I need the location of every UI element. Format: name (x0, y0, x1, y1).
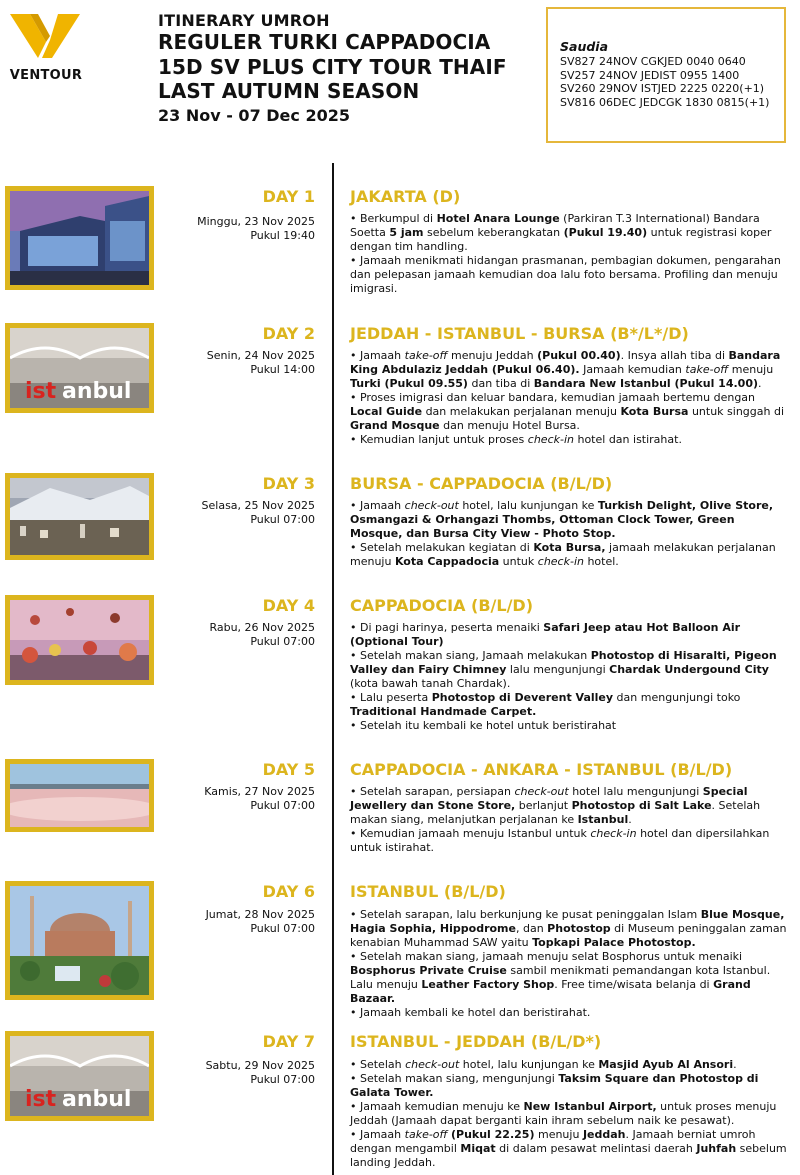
svg-text:anbul: anbul (62, 379, 132, 404)
day-time: Pukul 07:00 (250, 799, 315, 812)
day-time: Pukul 07:00 (250, 1073, 315, 1086)
day-label: DAY 2 (262, 324, 315, 343)
hot-air-balloon-photo (5, 595, 154, 685)
flight-schedule-box (546, 7, 786, 143)
day-time: Pukul 07:00 (250, 513, 315, 526)
day-label: DAY 7 (262, 1032, 315, 1051)
day-time: Pukul 07:00 (250, 635, 315, 648)
day-date: Kamis, 27 Nov 2025 (204, 785, 315, 798)
day-body (350, 212, 790, 296)
itinerary-bullet: • Jamaah take-off (Pukul 22.25) menuju Jeddah. Jamaah berniat umroh dengan mengambil Miqat di dalam pesawat melintasi daerah Juhfah sebelum landing Jeddah. (350, 1128, 787, 1169)
itinerary-bullet: • Berkumpul di Hotel Anara Lounge (Parkiran T.3 International) Bandara Soetta 5 jam sebelum keberangkatan (Pukul 19.40) untuk registrasi koper dengan tim handling. (350, 212, 772, 253)
day-body (350, 785, 790, 855)
day-body (350, 908, 790, 1020)
svg-text:ist: ist (25, 1087, 57, 1112)
day-title: CAPPADOCIA - ANKARA - ISTANBUL (B/L/D) (350, 760, 733, 779)
itinerary-bullet: • Lalu peserta Photostop di Deverent Valley dan mengunjungi toko Traditional Handmade Carpet. (350, 691, 741, 718)
itinerary-title-block (158, 12, 538, 127)
itinerary-bullet: • Kemudian jamaah menuju Istanbul untuk check-in hotel dan dipersilahkan untuk istirahat. (350, 827, 770, 854)
day-time: Pukul 14:00 (250, 363, 315, 376)
day-body (350, 1058, 790, 1170)
itinerary-bullet: • Jamaah take-off menuju Jeddah (Pukul 00.40). Insya allah tiba di Bandara King Abdulaziz Jeddah (Pukul 06.40). Jamaah kemudian take-off menuju Turki (Pukul 09.55) dan tiba di Bandara New Istanbul (Pukul 14.00). (350, 349, 781, 390)
day-date: Jumat, 28 Nov 2025 (205, 908, 315, 921)
brand-name: VENTOUR (9, 68, 83, 83)
day-label: DAY 4 (262, 596, 315, 615)
svg-text:ist: ist (25, 379, 57, 404)
day-date: Rabu, 26 Nov 2025 (209, 621, 315, 634)
itinerary-bullet: • Setelah sarapan, lalu berkunjung ke pusat peninggalan Islam Blue Mosque, Hagia Sophia, Hippodrome, dan Photostop di Museum peninggalan zaman kenabian Muhammad SAW yaitu Topkapi Palace Photostop. (350, 908, 787, 949)
day-date: Sabtu, 29 Nov 2025 (205, 1059, 315, 1072)
itinerary-bullet: • Setelah sarapan, persiapan check-out hotel lalu mengunjungi Special Jewellery dan Stone Store, berlanjut Photostop di Salt Lake. Setelah makan siang, melanjutkan perjalanan ke Istanbul. (350, 785, 761, 826)
day-date: Senin, 24 Nov 2025 (206, 349, 315, 362)
hotel-building-photo (5, 186, 154, 290)
day-title: JEDDAH - ISTANBUL - BURSA (B*/L*/D) (350, 324, 689, 343)
itinerary-bullet: • Jamaah check-out hotel, lalu kunjungan ke Turkish Delight, Olive Store, Osmangazi & Orhangazi Thombs, Ottoman Clock Tower, Green Mosque, dan Bursa City View - Photo Stop. (350, 499, 774, 540)
timeline-divider (332, 163, 334, 1175)
itinerary-bullet: • Setelah makan siang, Jamaah melakukan Photostop di Hisaralti, Pigeon Valley dan Fairy Chimney lalu mengunjungi Chardak Undergound City (kota bawah tanah Chardak). (350, 649, 777, 690)
package-title-line1: REGULER TURKI CAPPADOCIA (158, 30, 491, 54)
svg-text:anbul: anbul (62, 1087, 132, 1112)
istanbul-airport-photo (5, 1031, 154, 1121)
day-date: Minggu, 23 Nov 2025 (197, 215, 315, 228)
day-time: Pukul 07:00 (250, 922, 315, 935)
istanbul-airport-photo (5, 323, 154, 413)
itinerary-bullet: • Jamaah menikmati hidangan prasmanan, pembagian dokumen, pengarahan dan pelepasan jamaah kemudian doa lalu foto bersama. Profiling dan menuju imigrasi. (350, 254, 781, 295)
day-label: DAY 5 (262, 760, 315, 779)
day-time: Pukul 19:40 (250, 229, 315, 242)
itinerary-bullet: • Proses imigrasi dan keluar bandara, kemudian jamaah bertemu dengan Local Guide dan melakukan perjalanan menuju Kota Bursa untuk singgah di Grand Mosque dan menuju Hotel Bursa. (350, 391, 785, 432)
airline-name: Saudia (560, 39, 609, 54)
package-title-line3: LAST AUTUMN SEASON (158, 79, 420, 103)
itinerary-bullet: • Di pagi harinya, peserta menaiki Safari Jeep atau Hot Balloon Air (Optional Tour) (350, 621, 741, 648)
itinerary-bullet: • Setelah check-out hotel, lalu kunjungan ke Masjid Ayub Al Ansori. (350, 1058, 737, 1071)
day-title: ISTANBUL - JEDDAH (B/L/D*) (350, 1032, 602, 1051)
day-label: DAY 6 (262, 882, 315, 901)
itinerary-bullet: • Setelah makan siang, mengunjungi Taksim Square dan Photostop di Galata Tower. (350, 1072, 759, 1099)
itinerary-bullet: • Setelah makan siang, jamaah menuju selat Bosphorus untuk menaiki Bosphorus Private Cruise sambil menikmati pemandangan kota Istanbul. Lalu menuju Leather Factory Shop. Free time/wisata belanja di Grand Bazaar. (350, 950, 771, 1005)
day-label: DAY 1 (262, 187, 315, 206)
flight-line: SV827 24NOV CGKJED 0040 0640 (560, 55, 746, 68)
bursa-city-photo (5, 473, 154, 560)
day-body (350, 621, 790, 733)
day-title: JAKARTA (D) (350, 187, 461, 206)
day-title: ISTANBUL (B/L/D) (350, 882, 506, 901)
day-body (350, 499, 790, 569)
hagia-sophia-photo (5, 881, 154, 1000)
flight-line: SV816 06DEC JEDCGK 1830 0815(+1) (560, 95, 770, 109)
day-label: DAY 3 (262, 474, 315, 493)
trip-dates: 23 Nov - 07 Dec 2025 (158, 105, 350, 125)
flight-line: SV260 29NOV ISTJED 2225 0220(+1) (560, 82, 765, 96)
day-date: Selasa, 25 Nov 2025 (201, 499, 315, 512)
flight-line: SV257 24NOV JEDIST 0955 1400 (560, 68, 740, 82)
itinerary-bullet: • Setelah melakukan kegiatan di Kota Bursa, jamaah melakukan perjalanan menuju Kota Cappadocia untuk check-in hotel. (350, 541, 776, 568)
itinerary-label: ITINERARY UMROH (158, 11, 330, 30)
day-title: CAPPADOCIA (B/L/D) (350, 596, 534, 615)
salt-lake-photo (5, 759, 154, 832)
package-title-line2: 15D SV PLUS CITY TOUR THAIF (158, 54, 507, 79)
itinerary-bullet: • Kemudian lanjut untuk proses check-in hotel dan istirahat. (350, 433, 682, 446)
itinerary-bullet: • Setelah itu kembali ke hotel untuk beristirahat (350, 719, 617, 732)
ventour-logo (6, 12, 82, 86)
itinerary-bullet: • Jamaah kemudian menuju ke New Istanbul Airport, untuk proses menuju Jeddah (Jamaah dapat berganti kain ihram sebelum naik ke pesawat). (350, 1100, 777, 1127)
day-body (350, 349, 790, 447)
itinerary-bullet: • Jamaah kembali ke hotel dan beristirahat. (350, 1006, 591, 1019)
day-title: BURSA - CAPPADOCIA (B/L/D) (350, 474, 613, 493)
ventour-logo-mark-icon (8, 12, 80, 64)
